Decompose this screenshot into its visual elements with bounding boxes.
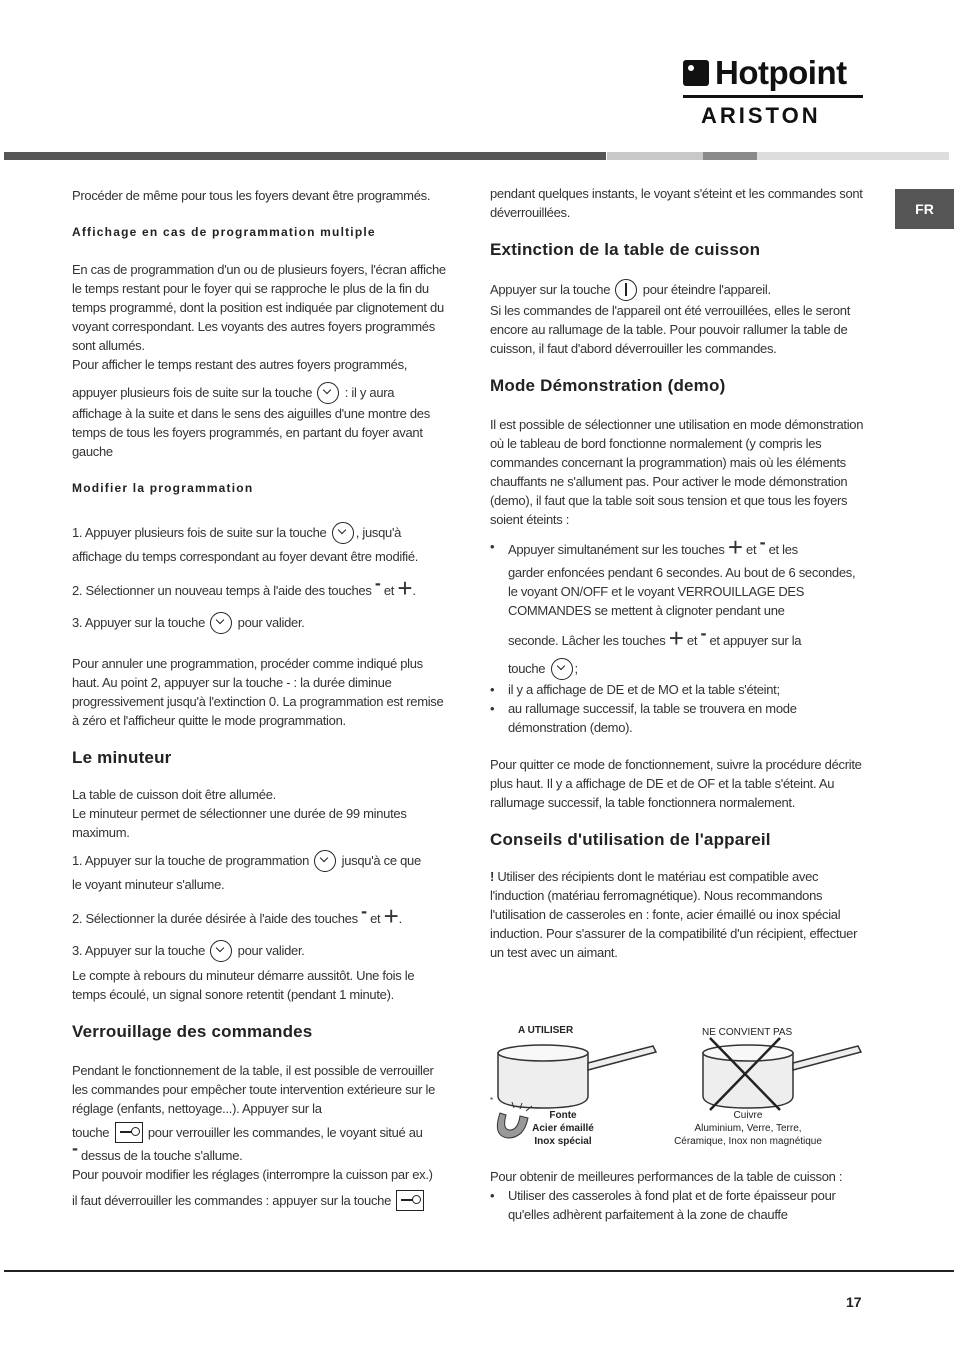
validate-icon (210, 612, 232, 634)
warning-icon: ! (490, 869, 495, 884)
extinction-text-2: Si les commandes de l'appareil ont été verrouillées, elles le seront encore au rallumage de la table. Pour pouvoir rallumer la table de cuisson, il faut d'abord déverrouiller les commandes. (490, 303, 851, 356)
svg-text:*: * (490, 1096, 494, 1105)
heading-extinction: Extinction de la table de cuisson (490, 240, 761, 259)
demo-text: Il est possible de sélectionner une utilisation en mode démonstration où le tableau de bord fonctionne normalement (y compris les commandes concernant la programmation) mais où les éléments chauffants ne s'allument pas. Pour activer le mode démonstration (demo), il faut que la table soit sous tension et que tous les foyers soient éteints : (490, 417, 864, 527)
minus-icon: - (361, 901, 367, 921)
demo-item-3: • au rallumage successif, la table se trouvera en mode démonstration (demo). (508, 699, 865, 737)
logo-square-icon (683, 60, 709, 86)
extinction-text-1: Appuyer sur la touche pour éteindre l'appareil. (490, 279, 865, 301)
multi-text-3: appuyer plusieurs fois de suite sur la touche : il y aura (72, 382, 447, 404)
modify-step-3: 3. Appuyer sur la touche pour valider. (72, 612, 447, 634)
quit-text: Pour quitter ce mode de fonctionnement, suivre la procédure décrite plus haut. Il y a affichage de DE et de OF et la table s'éteint. Au rallumage successif, la table fonctionnera normalement. (490, 757, 862, 810)
heading-demo: Mode Démonstration (demo) (490, 376, 726, 395)
good-pan-icon (498, 1045, 656, 1108)
demo-list (490, 532, 865, 737)
perf-block (490, 1167, 865, 1224)
minuteur-step-1b: le voyant minuteur s'allume. (72, 877, 225, 892)
minus-icon: - (759, 532, 766, 552)
left-column (72, 186, 447, 1211)
minuteur-step-2: 2. Sélectionner la durée désirée à l'aide des touches - et +. (72, 901, 402, 931)
demo-item-2: • il y a affichage de DE et de MO et la table s'éteint; (508, 680, 865, 699)
page-number: 17 (846, 1294, 862, 1310)
plus-icon: + (383, 901, 399, 931)
multi-text-1: En cas de programmation d'un ou de plusieurs foyers, l'écran affiche le temps restant pour le foyer qui se rapproche le plus de la fin du temps programmé, dont la position est indiquée par clignotement du voyant correspondant. Les voyants des autres foyers programmés sont allumés. (72, 262, 446, 353)
fig-right-l3: Céramique, Inox non magnétique (674, 1136, 822, 1147)
header-bar-light-end (757, 152, 949, 160)
right-column (490, 184, 865, 962)
minus-icon: - (374, 573, 381, 593)
minus-icon: - (700, 623, 707, 643)
verrou-text-1: Pendant le fonctionnement de la table, il est possible de verrouiller les commandes pour empêcher toute intervention extérieure sur le réglage (enfants, nettoyage...). Appuyer sur la (72, 1063, 436, 1116)
minuteur-step-1: 1. Appuyer sur la touche de programmation jusqu'à ce que (72, 850, 447, 872)
header-bar-light (607, 152, 703, 160)
multi-text-2: Pour afficher le temps restant des autres foyers programmés, (72, 357, 408, 372)
header-bar-mid (703, 152, 757, 160)
verrou-text-3: - dessus de la touche s'allume. (72, 1138, 243, 1163)
header-bar-dark (4, 152, 606, 160)
fig-right-l1: Cuivre (733, 1110, 763, 1121)
modify-step-2: 2. Sélectionner un nouveau temps à l'aide des touches - et +. (72, 573, 416, 603)
minuteur-end-text: Le compte à rebours du minuteur démarre aussitôt. Une fois le temps écoulé, un signal sonore retentit (pendant 1 minute). (72, 968, 415, 1002)
validate-icon (551, 658, 573, 680)
perf-item-1: • Utiliser des casseroles à fond plat et de forte épaisseur pour qu'elles adhèrent parfaitement à la zone de chauffe (508, 1186, 865, 1224)
conseils-text: ! Utiliser des récipients dont le matériau est compatible avec l'induction (matériau ferromagnétique). Nous recommandons l'utilisation de casseroles en : fonte, acier émaillé ou inox spécial induction. Pour s'assurer de la compatibilité d'un récipient, effectuer un test avec un aimant. (490, 869, 858, 960)
brand-sub: ARISTON (701, 103, 821, 128)
plus-icon: + (727, 532, 743, 562)
language-tab: FR (895, 189, 954, 229)
lock-key-icon (115, 1122, 143, 1143)
cancel-text: Pour annuler une programmation, procéder comme indiqué plus haut. Au point 2, appuyer sur la touche - : la durée diminue progressivement jusqu'à l'extinction 0. La programmation est remise à zéro et l'afficheur quitte le mode programmation. (72, 656, 444, 728)
verrou-text-2: touche pour verrouiller les commandes, le voyant situé au (72, 1122, 447, 1143)
footer-rule (4, 1270, 954, 1272)
validate-icon (210, 940, 232, 962)
fig-left-l3: Inox spécial (534, 1136, 592, 1147)
minuteur-text-2: Le minuteur permet de sélectionner une durée de 99 minutes maximum. (72, 806, 407, 840)
plus-icon: + (668, 623, 684, 653)
lock-key-icon (396, 1190, 424, 1211)
fig-left-l2: Acier émaillé (532, 1123, 594, 1134)
fig-right-l2: Aluminium, Verre, Terre, (694, 1123, 802, 1134)
power-icon (615, 279, 637, 301)
heading-minuteur: Le minuteur (72, 748, 172, 767)
minus-icon: - (72, 1138, 78, 1158)
heading-verrouillage: Verrouillage des commandes (72, 1022, 313, 1041)
minuteur-step-3: 3. Appuyer sur la touche pour valider. (72, 940, 447, 962)
modify-step-1b: affichage du temps correspondant au foyer devant être modifié. (72, 549, 419, 564)
validate-icon (332, 522, 354, 544)
demo-item-1: • Appuyer simultanément sur les touches + et - et les garder enfoncées pendant 6 secondes. Au bout de 6 secondes, le voyant ON/OFF et le voyant VERROUILLAGE DES COMMANDES se mettent à clignoter pendant une seconde. Lâcher les touches + et - et appuyer sur la touche ; (508, 537, 865, 680)
validate-icon (314, 850, 336, 872)
verrou-text-4: Pour pouvoir modifier les réglages (interrompre la cuisson par ex.) (72, 1167, 433, 1182)
pan-figure (488, 1018, 868, 1153)
perf-list (490, 1186, 865, 1224)
modify-step-1: 1. Appuyer plusieurs fois de suite sur la touche , jusqu'à (72, 522, 447, 544)
heading-conseils: Conseils d'utilisation de l'appareil (490, 830, 771, 849)
minuteur-text-1: La table de cuisson doit être allumée. (72, 787, 276, 802)
subheading-multi: Affichage en cas de programmation multiple (72, 225, 376, 239)
fig-left-title: A UTILISER (518, 1025, 574, 1036)
fig-left-l1: Fonte (549, 1110, 577, 1121)
verrou-text-5: il faut déverrouiller les commandes : appuyer sur la touche (72, 1190, 447, 1211)
subheading-modify: Modifier la programmation (72, 481, 254, 495)
plus-icon: + (397, 573, 413, 603)
validate-icon (317, 382, 339, 404)
cont-text: pendant quelques instants, le voyant s'éteint et les commandes sont déverrouillées. (490, 186, 863, 220)
perf-text: Pour obtenir de meilleures performances de la table de cuisson : (490, 1169, 843, 1184)
fig-right-title: NE CONVIENT PAS (702, 1027, 793, 1038)
intro-text: Procéder de même pour tous les foyers devant être programmés. (72, 188, 431, 203)
brand-logo (683, 56, 865, 129)
brand-name: Hotpoint (715, 54, 847, 91)
multi-text-4: affichage à la suite et dans le sens des aiguilles d'une montre des temps de tous les foyers programmés, en partant du foyer avant gauche (72, 406, 430, 459)
